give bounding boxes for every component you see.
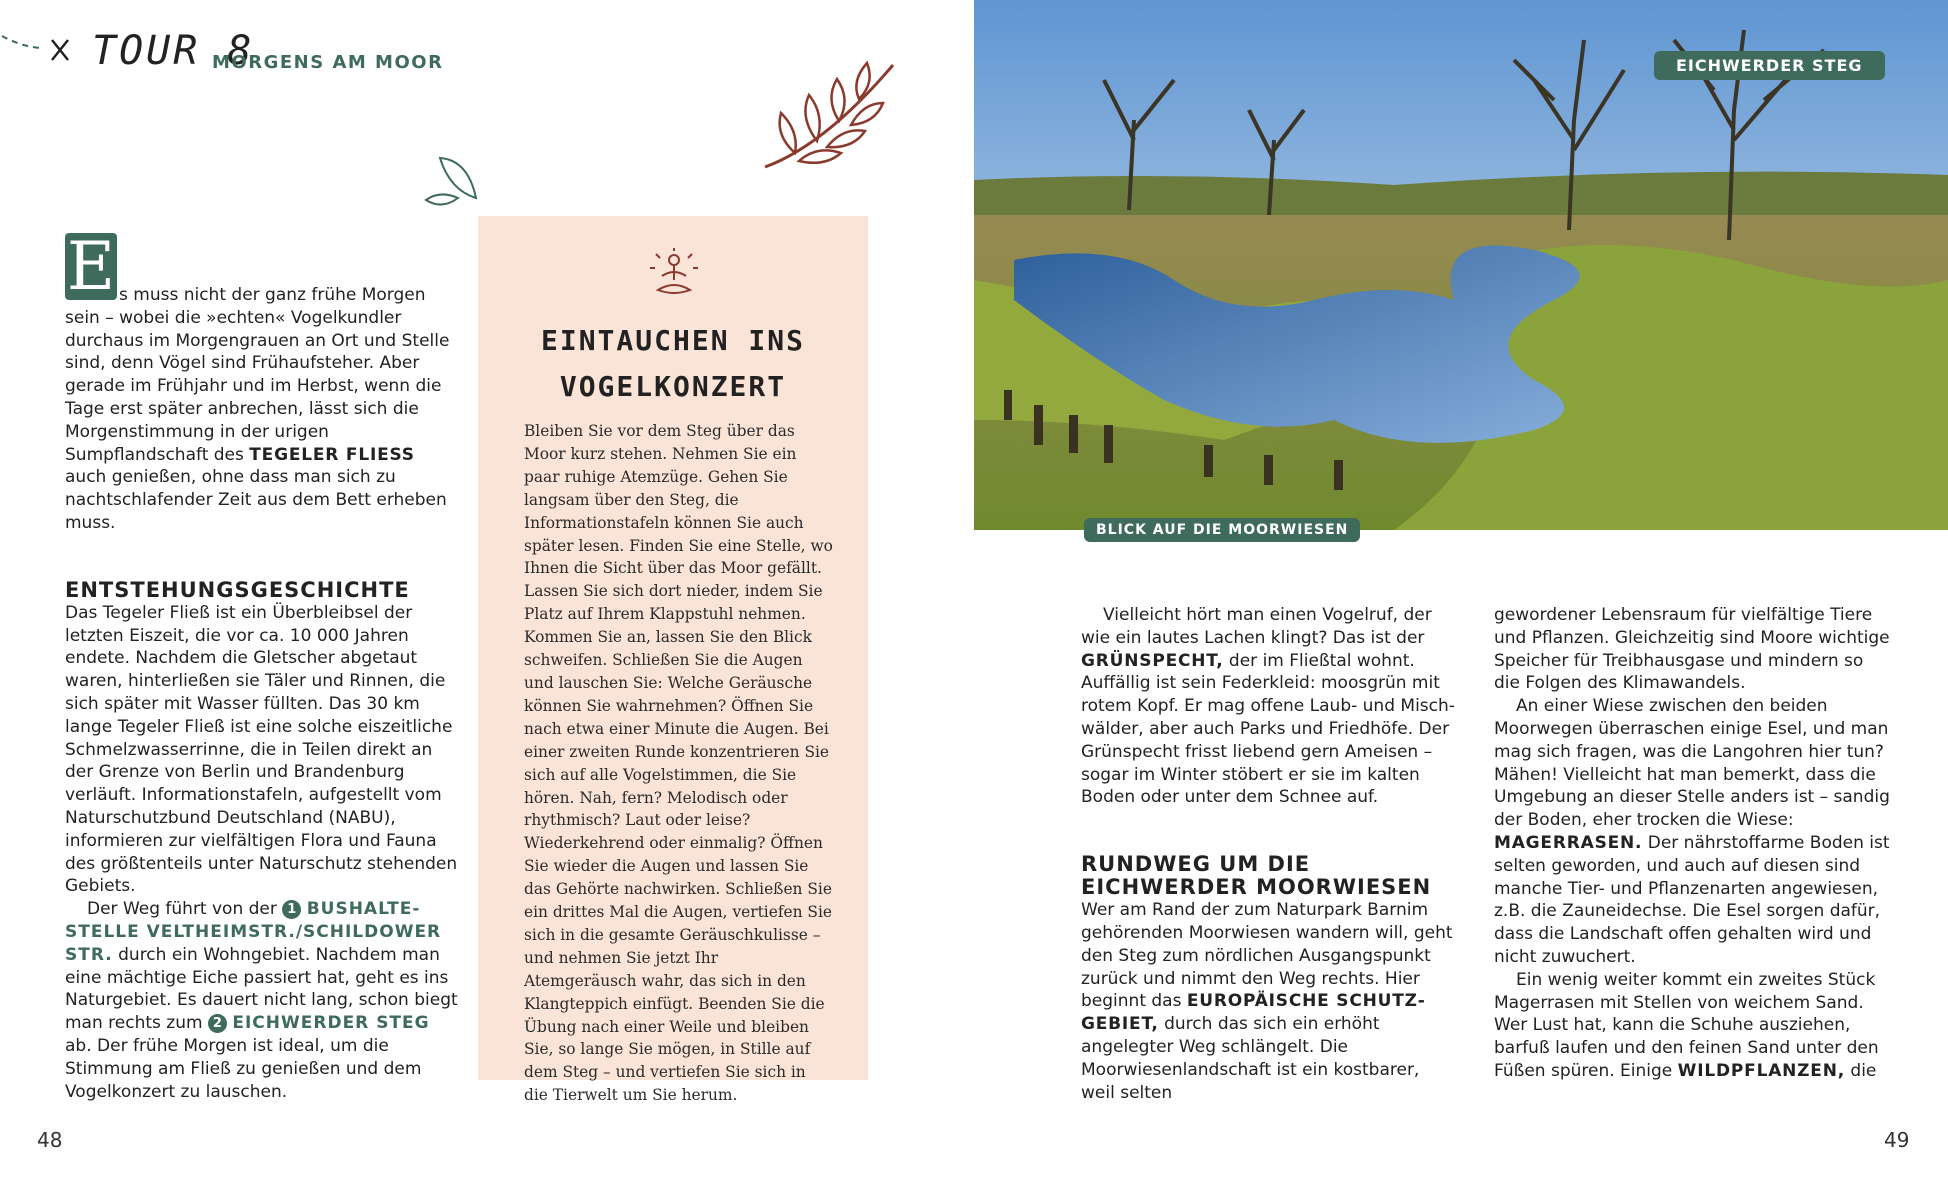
woodpecker-paragraph: Vielleicht hört man einen Vogelruf, der wie ein lautes Lachen klingt? Das ist der GRÜNSPECHT, der im Fließtal wohnt. Auffällig ist sein Federkleid: moosgrün mit rotem Kopf. Er mag offene Laub- und Mischwälder, aber auch Parks und Friedhöfe. Der Grünspecht frisst liebend gern Ameisen – sogar im Winter stöbert er sie im kalten Boden oder unter dem Schnee auf. [1081, 605, 1455, 808]
meadow-paragraph: An einer Wiese zwischen den beiden Moorwegen überraschen einige Esel, und man mag sich fragen, was die Langohren hier tun? Mähen! Vielleicht hat man bemerkt, dass die Umgebung an dieser Stelle anders ist – sandig der Boden, eher trocken die Wiese: MAGERRASEN. Der nährstoffarme Boden ist selten geworden, und auch auf diesen sind manche Tier- und Pflanzenarten angewiesen, z.B. die Zauneidechse. Die Esel sorgen dafür, dass die Landschaft offen gehalten wird und nicht zuwuchert. [1494, 696, 1890, 967]
arrow-doodle-icon [0, 28, 80, 73]
intro-paragraph: s muss nicht der ganz frühe Morgen sein – wobei die »echten« Vogelkundler durchaus im Morgengrauen an Ort und Stelle sind, denn Vögel sind Frühaufsteher. Aber gerade im Frühjahr und im Herbst, wenn die Tage erst später anbrechen, lässt sich die Morgenstimmung in der urigen Sumpflandschaft des TEGELER FLIESS auch genießen, ohne dass man sich zu nachtschlafender Zeit aus dem Bett erheben muss. [65, 285, 450, 533]
photo-caption-tag: BLICK AUF DIE MOORWIESEN [1084, 518, 1360, 542]
section-heading: RUNDWEG UM DIE EICHWERDER MOORWIESEN [1081, 852, 1432, 900]
box-title: EINTAUCHEN INS VOGELKONZERT [540, 324, 805, 403]
habitat-paragraph: gewordener Lebensraum für vielfältige Tiere und Pflanzen. Gleichzeitig sind Moore wichtige Speicher für Treibhausgase und mindern so die Folgen des Klimawandels. [1494, 605, 1890, 694]
branch-icon [755, 55, 905, 175]
route-paragraph: Wer am Rand der zum Naturpark Barnim gehörenden Moorwiesen wandern will, geht den Steg zum nördlichen Ausgangspunkt zurück und nimmt den Weg rechts. Hier beginnt das EUROPÄISCHE SCHUTZGEBIET, durch das sich ein erhöht angelegter Weg schlängelt. Die Moorwiesenlandschaft ist ein kostbarer, weil selten [1081, 900, 1453, 1103]
box-text: Bleiben Sie vor dem Steg über das Moor kurz stehen. Nehmen Sie ein paar ruhige Atemzüge. Gehen Sie langsam über den Steg, die Informationstafeln können Sie auch später lesen. Finden Sie eine Stelle, wo Ihnen die Sicht über das Moor gefällt. Lassen Sie sich dort nieder, indem Sie Platz auf Ihrem Klappstuhl nehmen. Kommen Sie an, lassen Sie den Blick schweifen. Schließen Sie die Augen und lauschen Sie: Welche Geräusche können Sie wahrnehmen? Öffnen Sie nach etwa einer Minute die Augen. Bei einer zweiten Runde konzentrieren Sie sich auf alle Vogelstimmen, die Sie hören. Nah, fern? Melodisch oder rhythmisch? Laut oder leise? Wiederkehrend oder einmalig? Öffnen Sie wieder die Augen und lassen Sie das Gehörte nachwirken. Schließen Sie ein drittes Mal die Augen, vertiefen Sie sich in die gesamte Geräuschkulisse – und nehmen Sie jetzt Ihr Atemgeräusch wahr, das sich in den Klangteppich einfügt. Beenden Sie die Übung nach einer Weile und bleiben Sie, so lange Sie mögen, in Stille auf dem Steg – und vertiefen Sie sich in die Tierwelt um Sie herum. [524, 422, 833, 1105]
sand-paragraph: Ein wenig weiter kommt ein zweites Stück Magerrasen mit Stellen von weichem Sand. Wer Lust hat, kann die Schuhe ausziehen, barfuß laufen und den feinen Sand unter den Füßen spüren. Einige WILDPFLANZEN, die [1494, 969, 1879, 1081]
section-heading: ENTSTEHUNGSGESCHICHTE [65, 577, 410, 602]
history-paragraph: Das Tegeler Fließ ist ein Überbleibsel der letzten Eiszeit, die vor ca. 10 000 Jahren endete. Nachdem die Gletscher abgetaut waren, hinterließen sie Täler und Rinnen, die sich später mit Wasser füllten. Das 30 km lange Tegeler Fließ ist eine solche eiszeitliche Schmelzwasserrinne, die in Teilen direkt an der Grenze von Berlin und Brandenburg verläuft. Informationstafeln, aufgestellt vom Naturschutzbund Deutschland (NABU), informieren zur vielfältigen Flora und Fauna des größtenteils unter Naturschutz stehenden Gebiets. [65, 602, 458, 897]
drop-cap: E [66, 228, 116, 305]
left-column [65, 284, 460, 1103]
right-column-2 [1494, 604, 1890, 1083]
leaf-icon [420, 150, 482, 212]
route-paragraph: Der Weg führt von der 1 BUSHALTESTELLE VELTHEIMSTR./SCHILDOWER STR. durch ein Wohngebiet. Nachdem man eine mächtige Eiche passiert hat, geht es ins Naturgebiet. Es dauert nicht lang, schon biegt man rechts zum 2 EICHWERDER STEG ab. Der frühe Morgen ist ideal, um die Stimmung am Fließ zu genießen und dem Vogelkonzert zu lauschen. [65, 899, 458, 1102]
tour-label: TOUR 8 [92, 28, 255, 74]
photo-tag: EICHWERDER STEG [1654, 51, 1885, 80]
meditation-icon [644, 246, 704, 301]
page-number-right: 49 [1884, 1128, 1910, 1152]
waypoint-marker: 1 [282, 900, 301, 919]
exercise-box [478, 216, 868, 1105]
page-number-left: 48 [37, 1128, 63, 1152]
tour-subtitle: MORGENS AM MOOR [212, 52, 444, 73]
right-column-1 [1081, 604, 1456, 1104]
waypoint-marker: 2 [208, 1014, 227, 1033]
